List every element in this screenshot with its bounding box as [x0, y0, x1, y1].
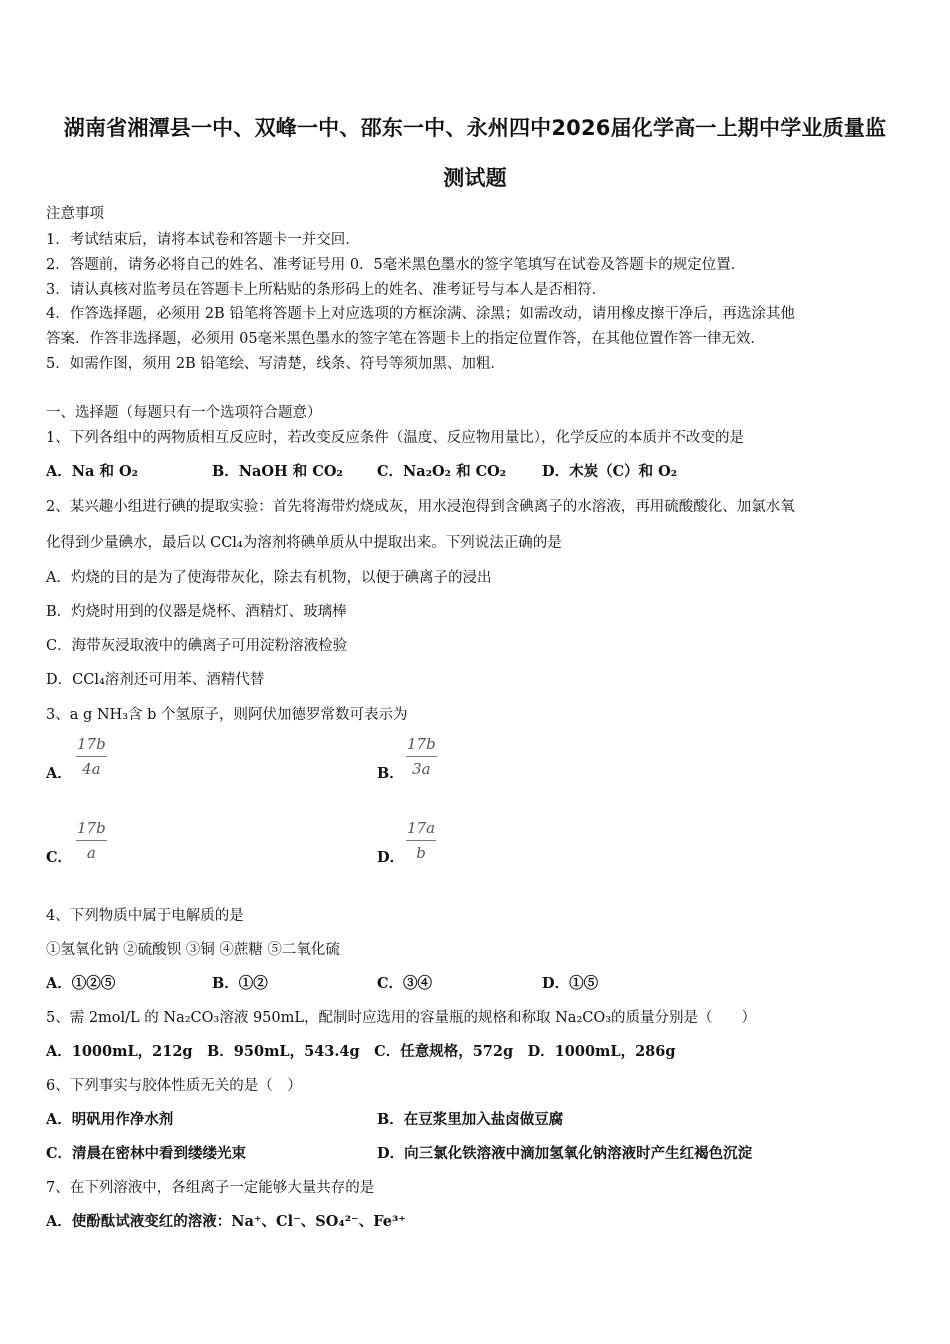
- option-d: D．①⑤: [542, 975, 599, 992]
- option-b: B．在豆浆里加入盐卤做豆腐: [377, 1111, 564, 1128]
- question-stem: 5、需 2mol/L 的 Na₂CO₃溶液 950mL，配制时应选用的容量瓶的规格和称取 Na₂CO₃的质量分别是（ ）: [46, 1010, 757, 1026]
- fraction-c: [76, 819, 107, 862]
- notice-item: 1．考试结束后，请将本试卷和答题卡一并交回．: [46, 232, 360, 248]
- option-d: D．CCl₄溶剂还可用苯、酒精代替: [46, 672, 265, 688]
- notice-item: 2．答题前，请务必将自己的姓名、准考证号用 0．5毫米黑色墨水的签字笔填写在试卷及答题卡的规定位置．: [46, 257, 746, 273]
- option-a-label: A．: [46, 765, 72, 782]
- option-a: A．灼烧的目的是为了使海带灰化，除去有机物，以便于碘离子的浸出: [46, 570, 492, 586]
- option-b: B．NaOH 和 CO₂: [212, 463, 343, 480]
- fraction-d: [406, 819, 436, 862]
- fraction-numerator: 17a: [406, 819, 436, 841]
- fraction-numerator: 17b: [406, 735, 437, 757]
- option-c: C．海带灰浸取液中的碘离子可用淀粉溶液检验: [46, 638, 348, 654]
- page-title-cont: 测试题: [443, 166, 507, 190]
- fraction-denominator: b: [416, 844, 426, 862]
- option-a: A．明矾用作净水剂: [46, 1111, 174, 1128]
- question-stem: 3、a g NH₃含 b 个氢原子，则阿伏加德罗常数可表示为: [46, 707, 408, 723]
- fraction-b: [406, 735, 437, 778]
- notice-item: 答案．作答非选择题，必须用 05毫米黑色墨水的签字笔在答题卡上的指定位置作答，在其他位置作答一律无效．: [46, 331, 766, 347]
- fraction-denominator: a: [86, 844, 96, 862]
- question-stem: 4、下列物质中属于电解质的是: [46, 908, 244, 924]
- option-b: B．①②: [212, 975, 268, 992]
- option-d: D．木炭（C）和 O₂: [542, 463, 678, 480]
- notice-heading: 注意事项: [46, 206, 104, 222]
- option-c: C．Na₂O₂ 和 CO₂: [377, 463, 507, 480]
- notice-item: 3．请认真核对监考员在答题卡上所粘贴的条形码上的姓名、准考证号与本人是否相符．: [46, 282, 607, 298]
- fraction-denominator: 4a: [82, 760, 101, 778]
- option-a: A．①②⑤: [46, 975, 116, 992]
- option-b: B．灼烧时用到的仪器是烧杯、酒精灯、玻璃棒: [46, 604, 347, 620]
- question-stem: 7、在下列溶液中，各组离子一定能够大量共存的是: [46, 1180, 375, 1196]
- options-row: A．1000mL，212g B．950mL，543.4g C．任意规格，572g D．1000mL，286g: [46, 1043, 676, 1060]
- question-stem: 1、下列各组中的两物质相互反应时，若改变反应条件（温度、反应物用量比），化学反应的本质并不改变的是: [46, 430, 744, 446]
- question-stem-cont: 化得到少量碘水，最后以 CCl₄为溶剂将碘单质从中提取出来。下列说法正确的是: [46, 535, 562, 551]
- fraction-denominator: 3a: [412, 760, 431, 778]
- fraction-numerator: 17b: [76, 735, 107, 757]
- notice-item: 5．如需作图，须用 2B 铅笔绘、写清楚，线条、符号等须加黑、加粗．: [46, 356, 505, 372]
- notice-item: 4．作答选择题，必须用 2B 铅笔将答题卡上对应选项的方框涂满、涂黑；如需改动，请用橡皮擦干净后，再选涂其他: [46, 306, 795, 322]
- section-heading: 一、选择题（每题只有一个选项符合题意）: [46, 405, 322, 421]
- fraction-a: [76, 735, 107, 778]
- option-d-label: D．: [377, 849, 405, 866]
- option-b-label: B．: [377, 765, 404, 782]
- page-title: 湖南省湘潭县一中、双峰一中、邵东一中、永州四中2026届化学高一上期中学业质量监: [63, 116, 887, 140]
- option-d: D．向三氯化铁溶液中滴加氢氧化钠溶液时产生红褐色沉淀: [377, 1145, 753, 1162]
- item-list: ①氢氧化钠 ②硫酸钡 ③铜 ④蔗糖 ⑤二氧化硫: [46, 942, 340, 958]
- option-a: A．Na 和 O₂: [46, 463, 138, 480]
- question-stem: 6、下列事实与胶体性质无关的是（ ）: [46, 1078, 302, 1094]
- question-stem: 2、某兴趣小组进行碘的提取实验：首先将海带灼烧成灰，用水浸泡得到含碘离子的水溶液，再用硫酸酸化、加氯水氧: [46, 499, 795, 515]
- option-c: C．③④: [377, 975, 433, 992]
- option-c-label: C．: [46, 849, 73, 866]
- option-a: A．使酚酞试液变红的溶液：Na⁺、Cl⁻、SO₄²⁻、Fe³⁺: [46, 1213, 406, 1230]
- option-c: C．清晨在密林中看到缕缕光束: [46, 1145, 247, 1162]
- fraction-numerator: 17b: [76, 819, 107, 841]
